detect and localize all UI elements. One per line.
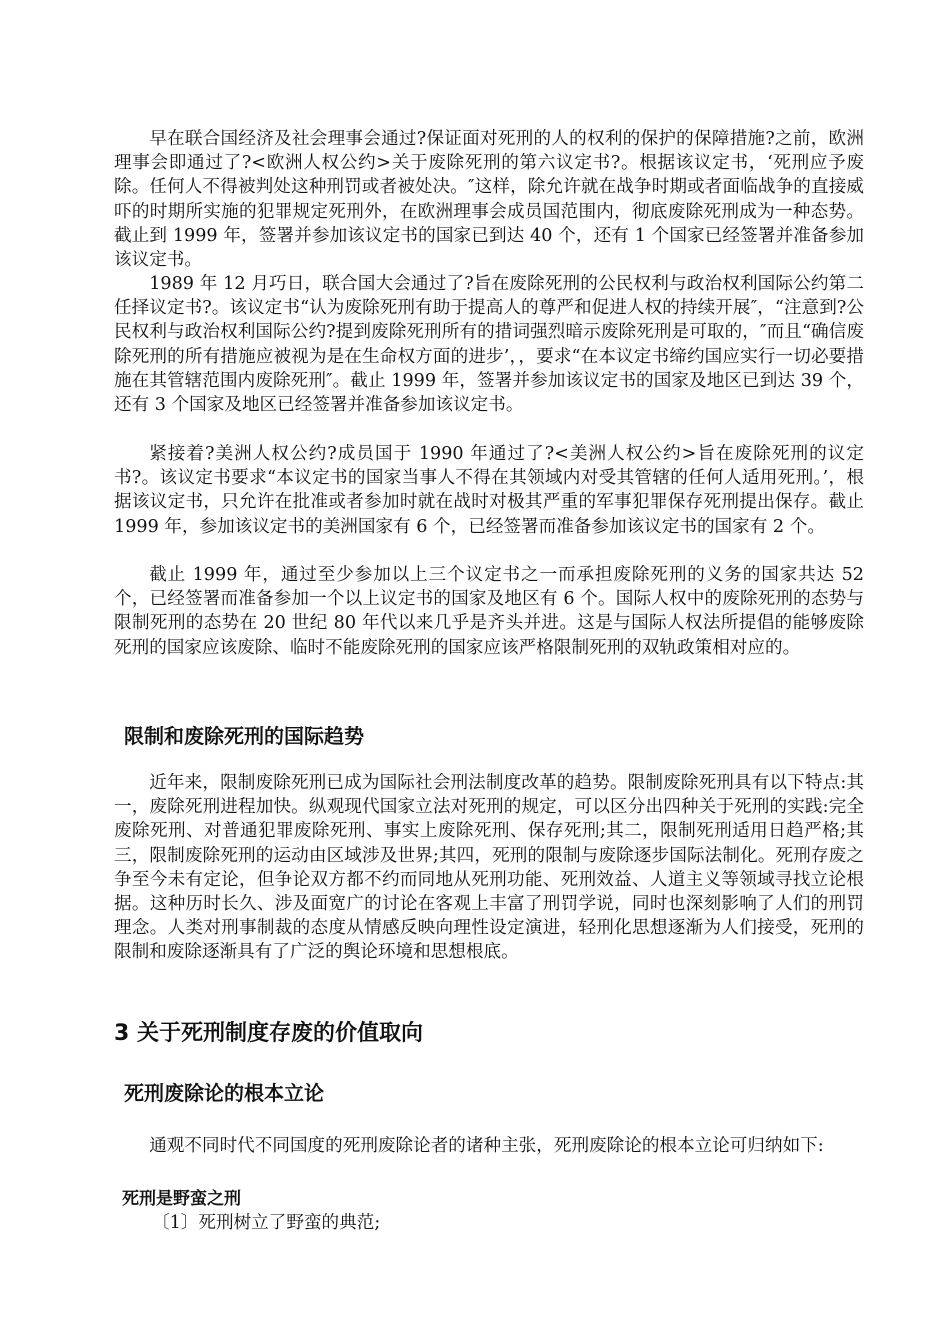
paragraph-american-protocol: 紧接着?美洲人权公约?成员国于 1990 年通过了?<美洲人权公约>旨在废除死刑的议定书?。该议定书要求“本议定书的国家当事人不得在其领域内对受其管辖的任何人适用死刑。’，根据该议定书，只允许在批准或者参加时就在战时对极其严重的军事犯罪保存死刑提出保存。截止 1999 年，参加该议定书的美洲国家有 6 个，已经签署而准备参加该议定书的国家有 2 个。 bbox=[114, 444, 864, 537]
subheading-barbaric-punishment: 死刑是野蛮之刑 bbox=[122, 1189, 241, 1209]
section-heading-international-trend: 限制和废除死刑的国际趋势 bbox=[124, 724, 364, 748]
paragraph-european-protocol: 早在联合国经济及社会理事会通过?保证面对死刑的人的权利的保护的保障措施?之前，欧洲理事会即通过了?<欧洲人权公约>关于废除死刑的第六议定书?。根据该议定书，‘死刑应予废除。任何人不得被判处这种刑罚或者被处决。″这样，除允许就在战争时期或者面临战争的直接威吓的时期所实施的犯罪规定死刑外，在欧洲理事会成员国范围内，彻底废除死刑成为一种态势。截止到 1999 年，签署并参加该议定书的国家已到达 40 个，还有 1 个国家已经签署并准备参加该议定书。 bbox=[114, 129, 864, 271]
chapter-heading-3: 3 关于死刑制度存废的价值取向 bbox=[114, 1021, 423, 1046]
paragraph-international-trend: 近年来，限制废除死刑已成为国际社会刑法制度改革的趋势。限制废除死刑具有以下特点:其一，废除死刑进程加快。纵观现代国家立法对死刑的规定，可以区分出四种关于死刑的实践:完全废除死刑、对普通犯罪废除死刑、事实上废除死刑、保存死刑;其二，限制死刑适用日趋严格;其三，限制废除死刑的运动由区域涉及世界;其四，死刑的限制与废除逐步国际法制化。死刑存废之争至今未有定论，但争论双方都不约而同地从死刑功能、死刑效益、人道主义等领域寻找立论根据。这种历时长久、涉及面宽广的讨论在客观上丰富了刑罚学说，同时也深刻影响了人们的刑罚理念。人类对刑事制裁的态度从情感反映向理性设定演进，轻刑化思想逐渐为人们接受，死刑的限制和废除逐渐具有了广泛的舆论环境和思想根底。 bbox=[114, 773, 864, 963]
paragraph-un-second-optional-protocol: 1989 年 12 月巧日，联合国大会通过了?旨在废除死刑的公民权利与政治权利国际公约第二任择议定书?。该议定书“认为废除死刑有助于提高人的尊严和促进人权的持续开展″，“注意到?公民权利与政治权利国际公约?提到废除死刑所有的措词强烈暗示废除死刑是可取的，″而且“确信废除死刑的所有措施应被视为是在生命权方面的进步’，，要求“在本议定书缔约国应实行一切必要措施在其管辖范围内废除死刑″。截止 1999 年，签署并参加该议定书的国家及地区已到达 39 个，还有 3 个国家及地区已经签署并准备参加该议定书。 bbox=[114, 274, 864, 416]
list-item-1: 〔1〕死刑树立了野蛮的典范; bbox=[152, 1213, 381, 1233]
paragraph-summary-1999: 截止 1999 年，通过至少参加以上三个议定书之一而承担废除死刑的义务的国家共达 52 个，已经签署而准备参加一个以上议定书的国家及地区有 6 个。国际人权中的废除死刑的态势与限制死刑的态势在 20 世纪 80 年代以来几乎是齐头并进。这是与国际人权法所提倡的能够废除死刑的国家应该废除、临时不能废除死刑的国家应该严格限制死刑的双轨政策相对应的。 bbox=[114, 565, 864, 658]
section-heading-abolition-theory: 死刑废除论的根本立论 bbox=[124, 1081, 324, 1105]
paragraph-abolition-intro: 通观不同时代不同国度的死刑废除论者的诸种主张，死刑废除论的根本立论可归纳如下: bbox=[149, 1136, 824, 1156]
